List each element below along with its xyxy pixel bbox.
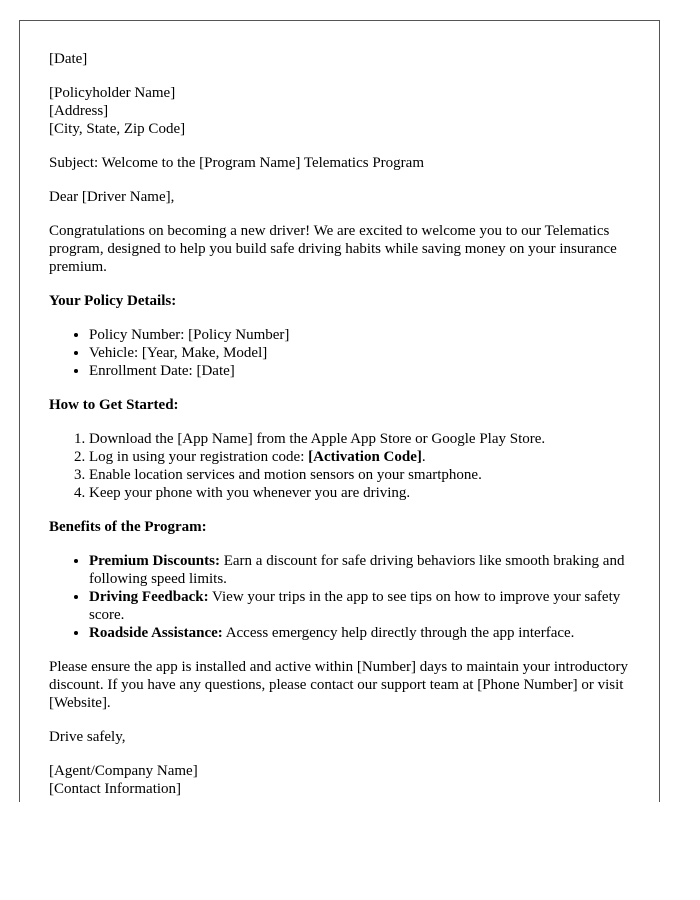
step-item: 3. Enable location services and motion sensors on your smartphone. [89, 466, 630, 484]
recipient-block [49, 84, 630, 138]
list-item: • Enrollment Date: [Date] [89, 362, 630, 380]
policy-details-heading: Your Policy Details: [49, 293, 177, 309]
step-text: Log in using your registration code: [89, 449, 309, 465]
policy-details-list [49, 326, 630, 380]
benefits-heading: Benefits of the Program: [49, 519, 207, 535]
benefit-title: Premium Discounts: [89, 553, 220, 569]
letter-subject: Subject: Welcome to the [Program Name] Telematics Program [49, 155, 424, 171]
benefit-text: Access emergency help directly through the app interface. [222, 625, 575, 641]
closing-paragraph: Please ensure the app is installed and active within [Number] days to maintain your introductory discount. If you have any questions, please contact our support team at [Phone Number] or visit [Website]. [49, 659, 629, 711]
signature-name: [Agent/Company Name] [49, 763, 198, 779]
letter-intro: Congratulations on becoming a new driver! We are excited to welcome you to our Telematics program, designed to help you build safe driving habits while saving money on your insurance premium. [49, 223, 617, 275]
sign-off: Drive safely, [49, 729, 126, 745]
step-item: 1. Download the [App Name] from the Apple App Store or Google Play Store. [89, 430, 630, 448]
list-item: • Vehicle: [Year, Make, Model] [89, 344, 630, 362]
recipient-name: [Policyholder Name] [49, 85, 176, 101]
step-item [89, 448, 630, 466]
letter-salutation: Dear [Driver Name], [49, 189, 175, 205]
list-item: • Policy Number: [Policy Number] [89, 326, 630, 344]
signature-contact: [Contact Information] [49, 781, 182, 797]
recipient-address: [Address] [49, 103, 109, 119]
step-item: 4. Keep your phone with you whenever you are driving. [89, 484, 630, 502]
recipient-city-state-zip: [City, State, Zip Code] [49, 121, 186, 137]
benefit-item [89, 552, 630, 588]
benefits-list [49, 552, 630, 642]
get-started-steps [49, 430, 630, 502]
benefit-title: Roadside Assistance: [89, 625, 223, 641]
signature-block [49, 762, 630, 798]
letter-page [19, 20, 660, 802]
benefit-text: View your trips in the app to see tips on how to improve your safety score. [89, 589, 621, 623]
step-text: . [421, 449, 426, 465]
get-started-heading: How to Get Started: [49, 397, 179, 413]
benefit-item [89, 624, 630, 642]
benefit-item [89, 588, 630, 624]
benefit-text: Earn a discount for safe driving behaviors like smooth braking and following speed limits. [89, 553, 625, 587]
benefit-title: Driving Feedback: [89, 589, 209, 605]
activation-code: [Activation Code] [308, 449, 422, 465]
letter-date: [Date] [49, 51, 88, 67]
